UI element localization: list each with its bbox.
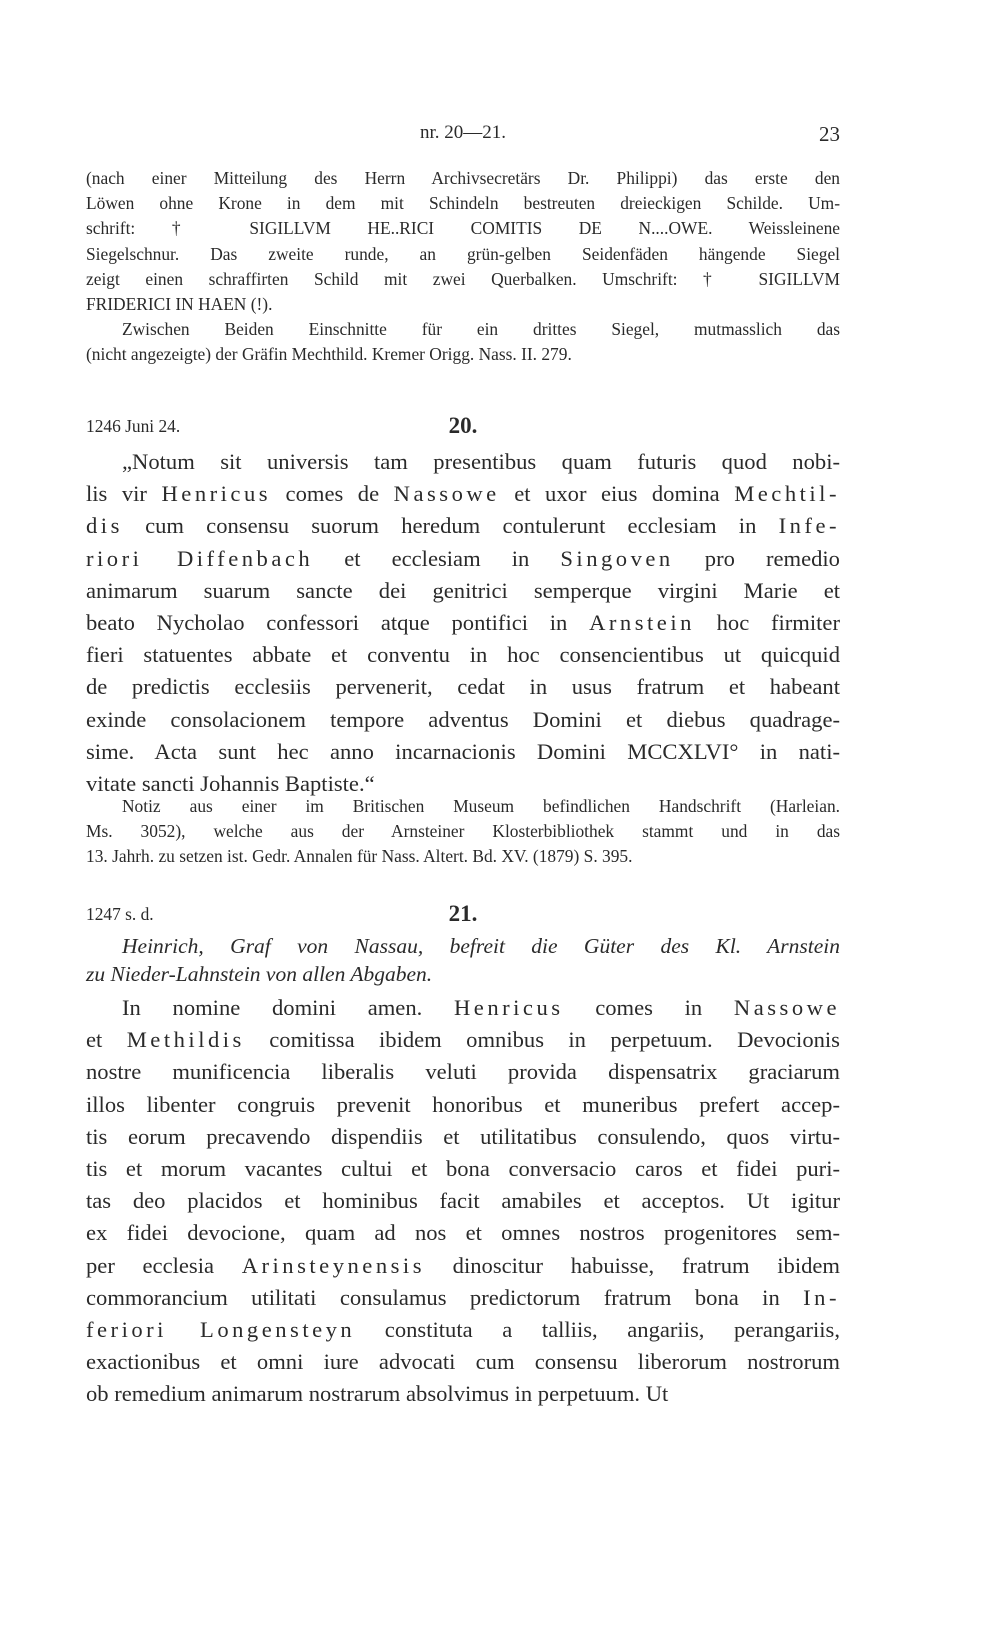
text-line: et Methildis comitissa ibidem omnibus in perpetuum. Devocionis <box>86 1027 840 1053</box>
text-line: vitate sancti Johannis Baptiste.“ <box>86 771 375 797</box>
text-line: sime. Acta sunt hec anno incarnacionis Domini MCCXLVI° in nati- <box>86 738 840 764</box>
text-line: animarum suarum sancte dei genitrici semperque virgini Marie et <box>86 577 840 603</box>
text-line: feriori Longensteyn constituta a talliis, angariis, perangariis, <box>86 1317 840 1343</box>
document-20-heading <box>86 413 840 444</box>
text-line: 13. Jahrh. zu setzen ist. Gedr. Annalen für Nass. Altert. Bd. XV. (1879) S. 395. <box>86 846 633 867</box>
text-line: illos libenter congruis prevenit honoribus et muneribus prefert accep- <box>86 1091 840 1117</box>
text-line: tis eorum precavendo dispendiis et utilitatibus consulendo, quos virtu- <box>86 1123 840 1149</box>
spaced-name: Henricus <box>453 995 564 1020</box>
text-line: beato Nycholao confessori atque pontifici in Arnstein hoc firmiter <box>86 610 840 636</box>
text-line: Heinrich, Graf von Nassau, befreit die Güter des Kl. Arnstein <box>122 934 840 958</box>
document-20-text <box>86 446 840 800</box>
spaced-name: Arinsteynensis <box>241 1252 425 1278</box>
text-line: commorancium utilitati consulamus predictorum fratrum bona in In- <box>86 1284 840 1310</box>
spaced-name: riori Diffenbach <box>86 545 314 571</box>
text-line: tas deo placidos et hominibus facit amabiles et acceptos. Ut igitur <box>86 1188 840 1214</box>
spaced-name: Singoven <box>560 545 674 571</box>
text-line: ex fidei devocione, quam ad nos et omnes nostros progenitores sem- <box>86 1220 840 1246</box>
document-20-source-note <box>86 794 840 870</box>
text-line: Löwen ohne Krone in dem mit Schindeln bestreuten dreieckigen Schilde. Um- <box>86 193 840 214</box>
spaced-name: In- <box>803 1284 840 1310</box>
text-line: Ms. 3052), welche aus der Arnsteiner Klosterbibliothek stammt und in das <box>86 821 840 842</box>
text-line: In nomine domini amen. Henricus comes in Nassowe <box>122 995 840 1020</box>
document-date: 1247 s. d. <box>86 904 154 924</box>
text-line: riori Diffenbach et ecclesiam in Singoven pro remedio <box>86 545 840 571</box>
text-line: „Notum sit universis tam presentibus quam futuris quod nobi- <box>122 449 840 474</box>
text-line: Zwischen Beiden Einschnitte für ein drittes Siegel, mutmasslich das <box>122 319 840 340</box>
document-number: 20. <box>448 413 478 438</box>
text-line: nostre munificencia liberalis veluti provida dispensatrix graciarum <box>86 1059 840 1085</box>
text-line: exactionibus et omni iure advocati cum consensu liberorum nostrorum <box>86 1349 840 1375</box>
spaced-name: Methildis <box>126 1027 245 1053</box>
text-line: Notiz aus einer im Britischen Museum befindlichen Handschrift (Harleian. <box>122 796 840 816</box>
text-line: schrift: † SIGILLVM HE..RICI COMITIS DE N....OWE. Weissleinene <box>86 218 840 239</box>
text-line: zu Nieder-Lahnstein von allen Abgaben. <box>86 962 433 986</box>
previous-document-note <box>86 166 840 368</box>
document-number: 21. <box>448 901 478 926</box>
spaced-name: Nassowe <box>733 995 840 1020</box>
document-21-regest <box>86 932 840 988</box>
page-number: 23 <box>819 122 840 146</box>
spaced-name: Nassowe <box>393 481 500 507</box>
running-title: nr. 20—21. <box>419 122 507 143</box>
text-line: (nicht angezeigte) der Gräfin Mechthild. Kremer Origg. Nass. II. 279. <box>86 344 572 365</box>
spaced-name: Henricus <box>161 481 272 507</box>
document-21-text <box>86 992 840 1411</box>
text-line: tis et morum vacantes cultui et bona conversacio caros et fidei puri- <box>86 1156 840 1182</box>
text-line: FRIDERICI IN HAEN (!). <box>86 294 273 315</box>
text-line: ob remedium animarum nostrarum absolvimus in perpetuum. Ut <box>86 1381 669 1407</box>
spaced-name: Arnstein <box>589 610 695 636</box>
spaced-name: Mechtil- <box>734 481 840 507</box>
document-date: 1246 Juni 24. <box>86 416 181 436</box>
text-line: exinde consolacionem tempore adventus Domini et diebus quadrage- <box>86 706 840 732</box>
text-line: Siegelschnur. Das zweite runde, an grün-gelben Seidenfäden hängende Siegel <box>86 243 840 264</box>
text-line: dis cum consensu suorum heredum contulerunt ecclesiam in Infe- <box>86 513 840 539</box>
document-21-heading <box>86 901 840 932</box>
text-line: (nach einer Mitteilung des Herrn Archivsecretärs Dr. Philippi) das erste den <box>86 168 840 188</box>
spaced-name: dis <box>86 513 123 539</box>
running-header <box>86 122 840 150</box>
text-line: zeigt einen schraffirten Schild mit zwei Querbalken. Umschrift: † SIGILLVM <box>86 268 840 289</box>
spaced-name: Infe- <box>778 513 840 539</box>
spaced-name: feriori Longensteyn <box>86 1317 356 1343</box>
text-line: fieri statuentes abbate et conventu in hoc consencientibus ut quicquid <box>86 642 840 668</box>
text-line: per ecclesia Arinsteynensis dinoscitur habuisse, fratrum ibidem <box>86 1252 840 1278</box>
text-line: de predictis ecclesiis pervenerit, cedat in usus fratrum et habeant <box>86 674 840 700</box>
text-line: lis vir Henricus comes de Nassowe et uxor eius domina Mechtil- <box>86 481 840 507</box>
